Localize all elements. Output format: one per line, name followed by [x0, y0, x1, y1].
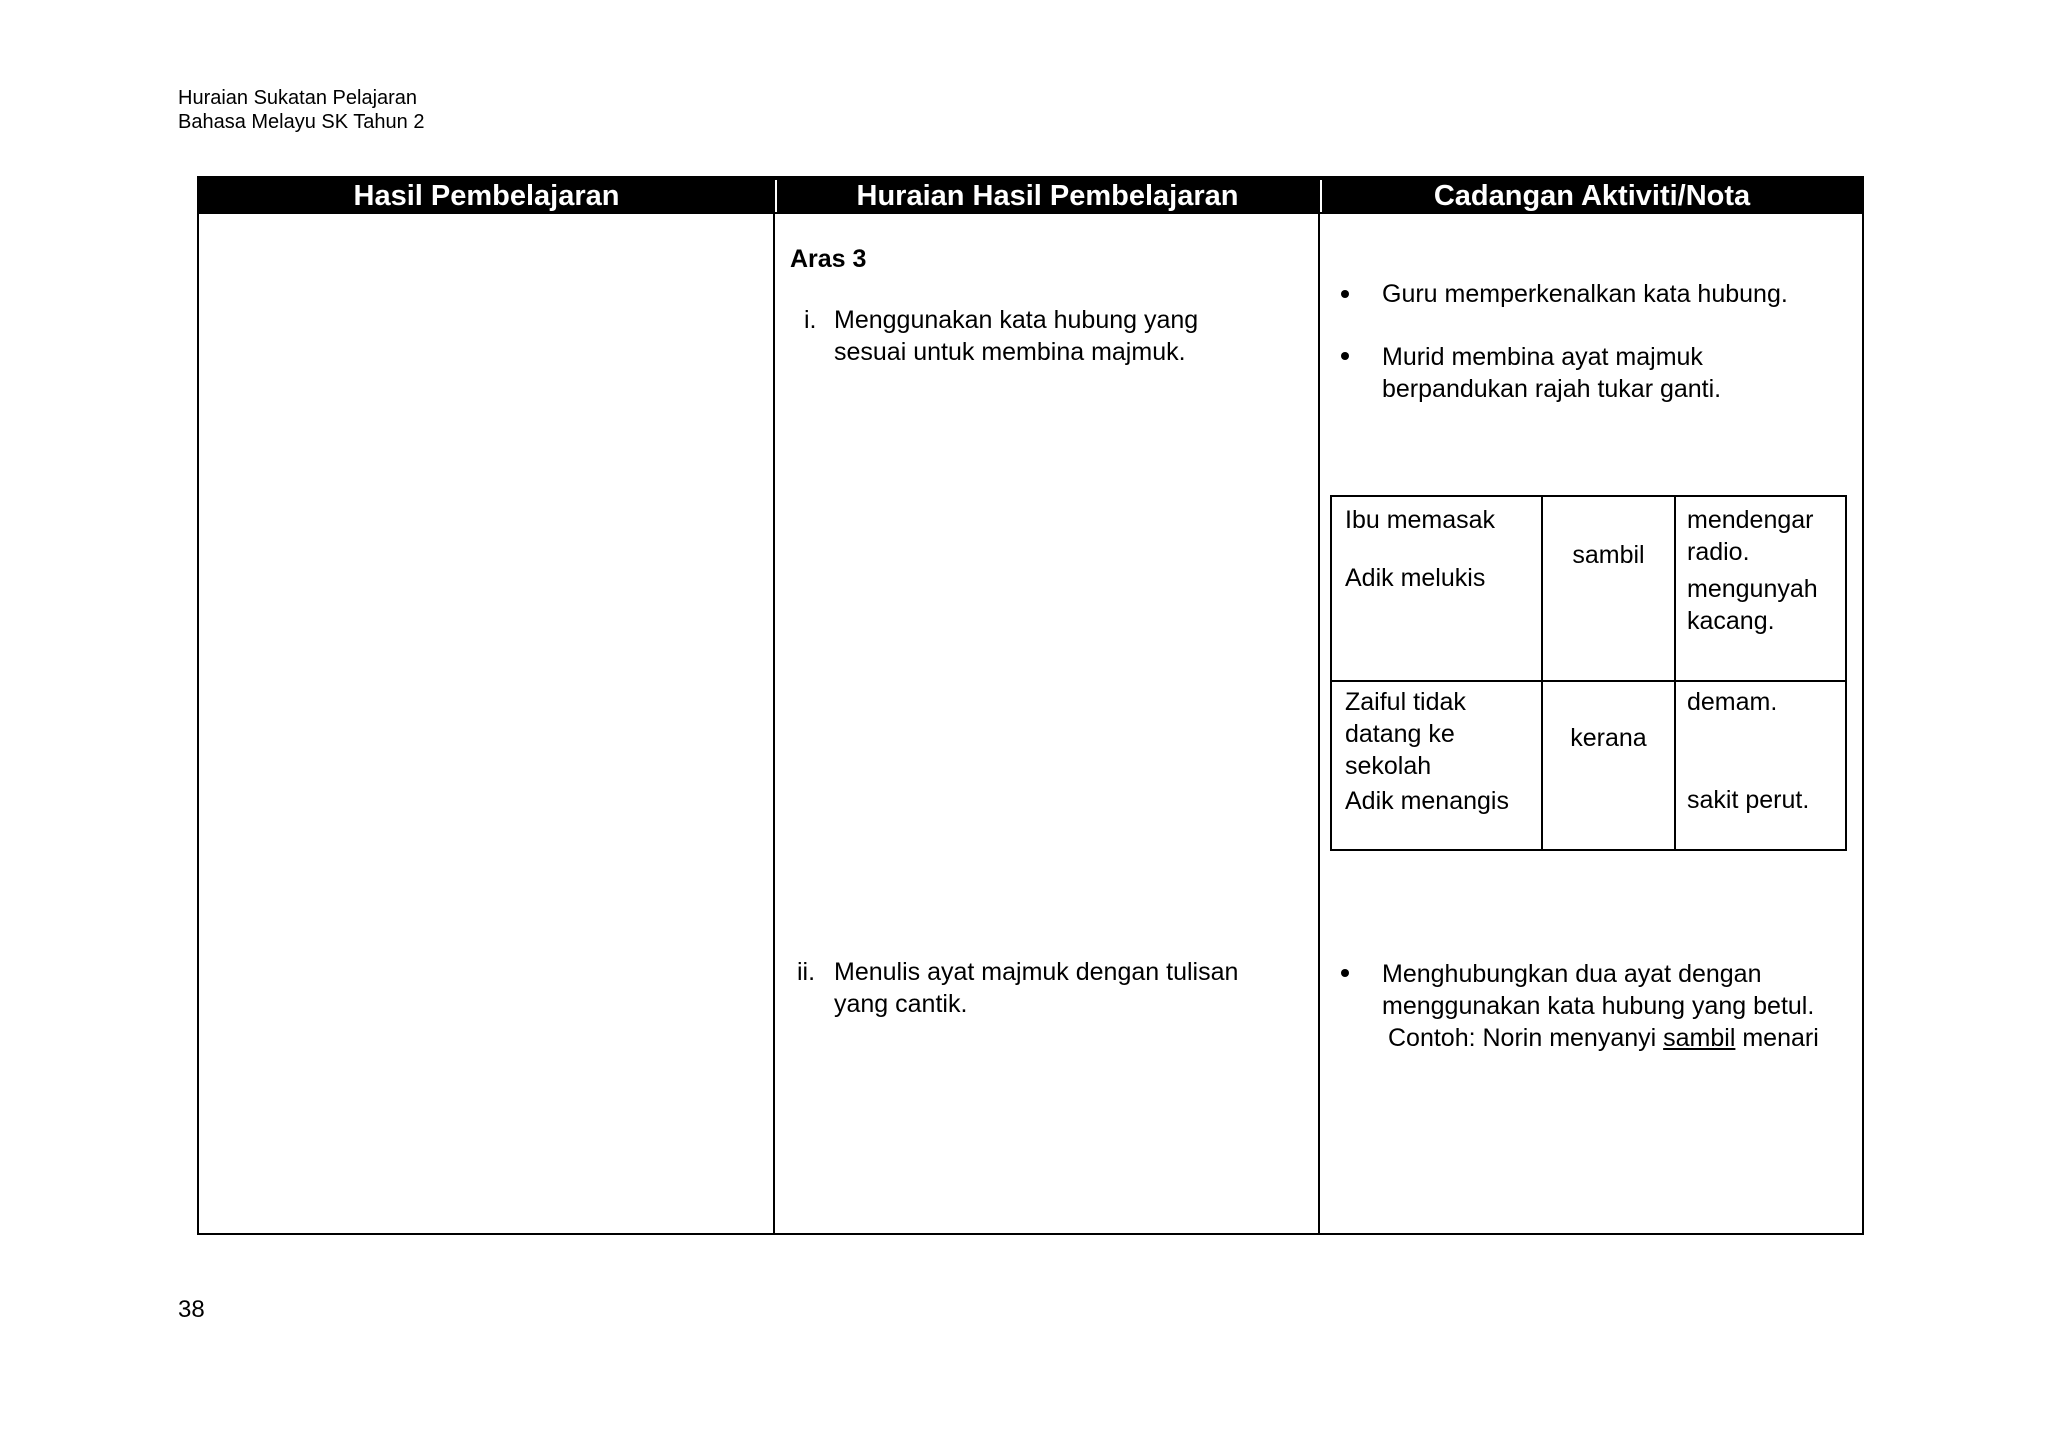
- bullet-icon: [1341, 969, 1349, 977]
- predicate-cell: [1687, 686, 1809, 816]
- learning-outcome-item: [834, 956, 1238, 1020]
- bullet-line: Menghubungkan dua ayat dengan: [1382, 960, 1762, 988]
- column-divider: [773, 214, 775, 1233]
- bullet-line: Murid membina ayat majmuk: [1382, 343, 1703, 371]
- example-suffix: menari: [1735, 1024, 1819, 1052]
- item-line: sesuai untuk membina majmuk.: [834, 338, 1186, 366]
- row-divider: [1332, 680, 1845, 682]
- example-conjunction: sambil: [1663, 1024, 1736, 1052]
- bullet-line: menggunakan kata hubung yang betul.: [1382, 992, 1815, 1020]
- column-header-huraian: Huraian Hasil Pembelajaran: [856, 180, 1239, 212]
- cell-divider: [1674, 497, 1676, 849]
- document-header: [178, 86, 424, 134]
- subject-text: Adik melukis: [1345, 564, 1486, 592]
- bullet-icon: [1341, 352, 1349, 360]
- predicate-text: demam.: [1687, 688, 1778, 716]
- column-divider: [1318, 214, 1320, 1233]
- item-line: yang cantik.: [834, 990, 968, 1018]
- item-line: Menulis ayat majmuk dengan tulisan: [834, 958, 1239, 986]
- substitution-table: [1330, 495, 1847, 851]
- conjunction-cell: sambil: [1572, 541, 1645, 569]
- activity-bullet: [1382, 341, 1721, 405]
- learning-outcome-item: [834, 304, 1198, 368]
- item-number: ii.: [797, 958, 816, 986]
- header-line-1: Huraian Sukatan Pelajaran: [178, 87, 418, 109]
- subject-text: Zaiful tidak datang ke sekolah: [1345, 688, 1466, 780]
- column-header-cadangan: Cadangan Aktiviti/Nota: [1433, 180, 1751, 212]
- bullet-line: berpandukan rajah tukar ganti.: [1382, 375, 1722, 403]
- predicate-text: mendengar radio.: [1687, 506, 1814, 566]
- bullet-icon: [1341, 290, 1349, 298]
- activity-bullet: Guru memperkenalkan kata hubung.: [1382, 280, 1788, 308]
- subject-text: Adik menangis: [1345, 787, 1509, 815]
- conjunction-cell: kerana: [1570, 724, 1647, 752]
- header-line-2: Bahasa Melayu SK Tahun 2: [178, 111, 425, 133]
- predicate-cell: [1687, 504, 1842, 637]
- page-number: 38: [178, 1296, 205, 1323]
- level-label: Aras 3: [790, 245, 867, 273]
- item-number: i.: [804, 306, 817, 334]
- example-sentence: [1382, 1022, 1819, 1054]
- predicate-text: mengunyah kacang.: [1687, 575, 1818, 635]
- predicate-text: sakit perut.: [1687, 786, 1810, 814]
- activity-bullet: [1382, 958, 1819, 1054]
- column-header-hasil: Hasil Pembelajaran: [353, 180, 620, 212]
- subject-text: Ibu memasak: [1345, 506, 1496, 534]
- subject-cell: [1345, 504, 1495, 594]
- example-prefix: Contoh: Norin menyanyi: [1388, 1024, 1664, 1052]
- subject-cell: [1345, 686, 1535, 817]
- table-header-row: [199, 178, 1862, 214]
- item-line: Menggunakan kata hubung yang: [834, 306, 1199, 334]
